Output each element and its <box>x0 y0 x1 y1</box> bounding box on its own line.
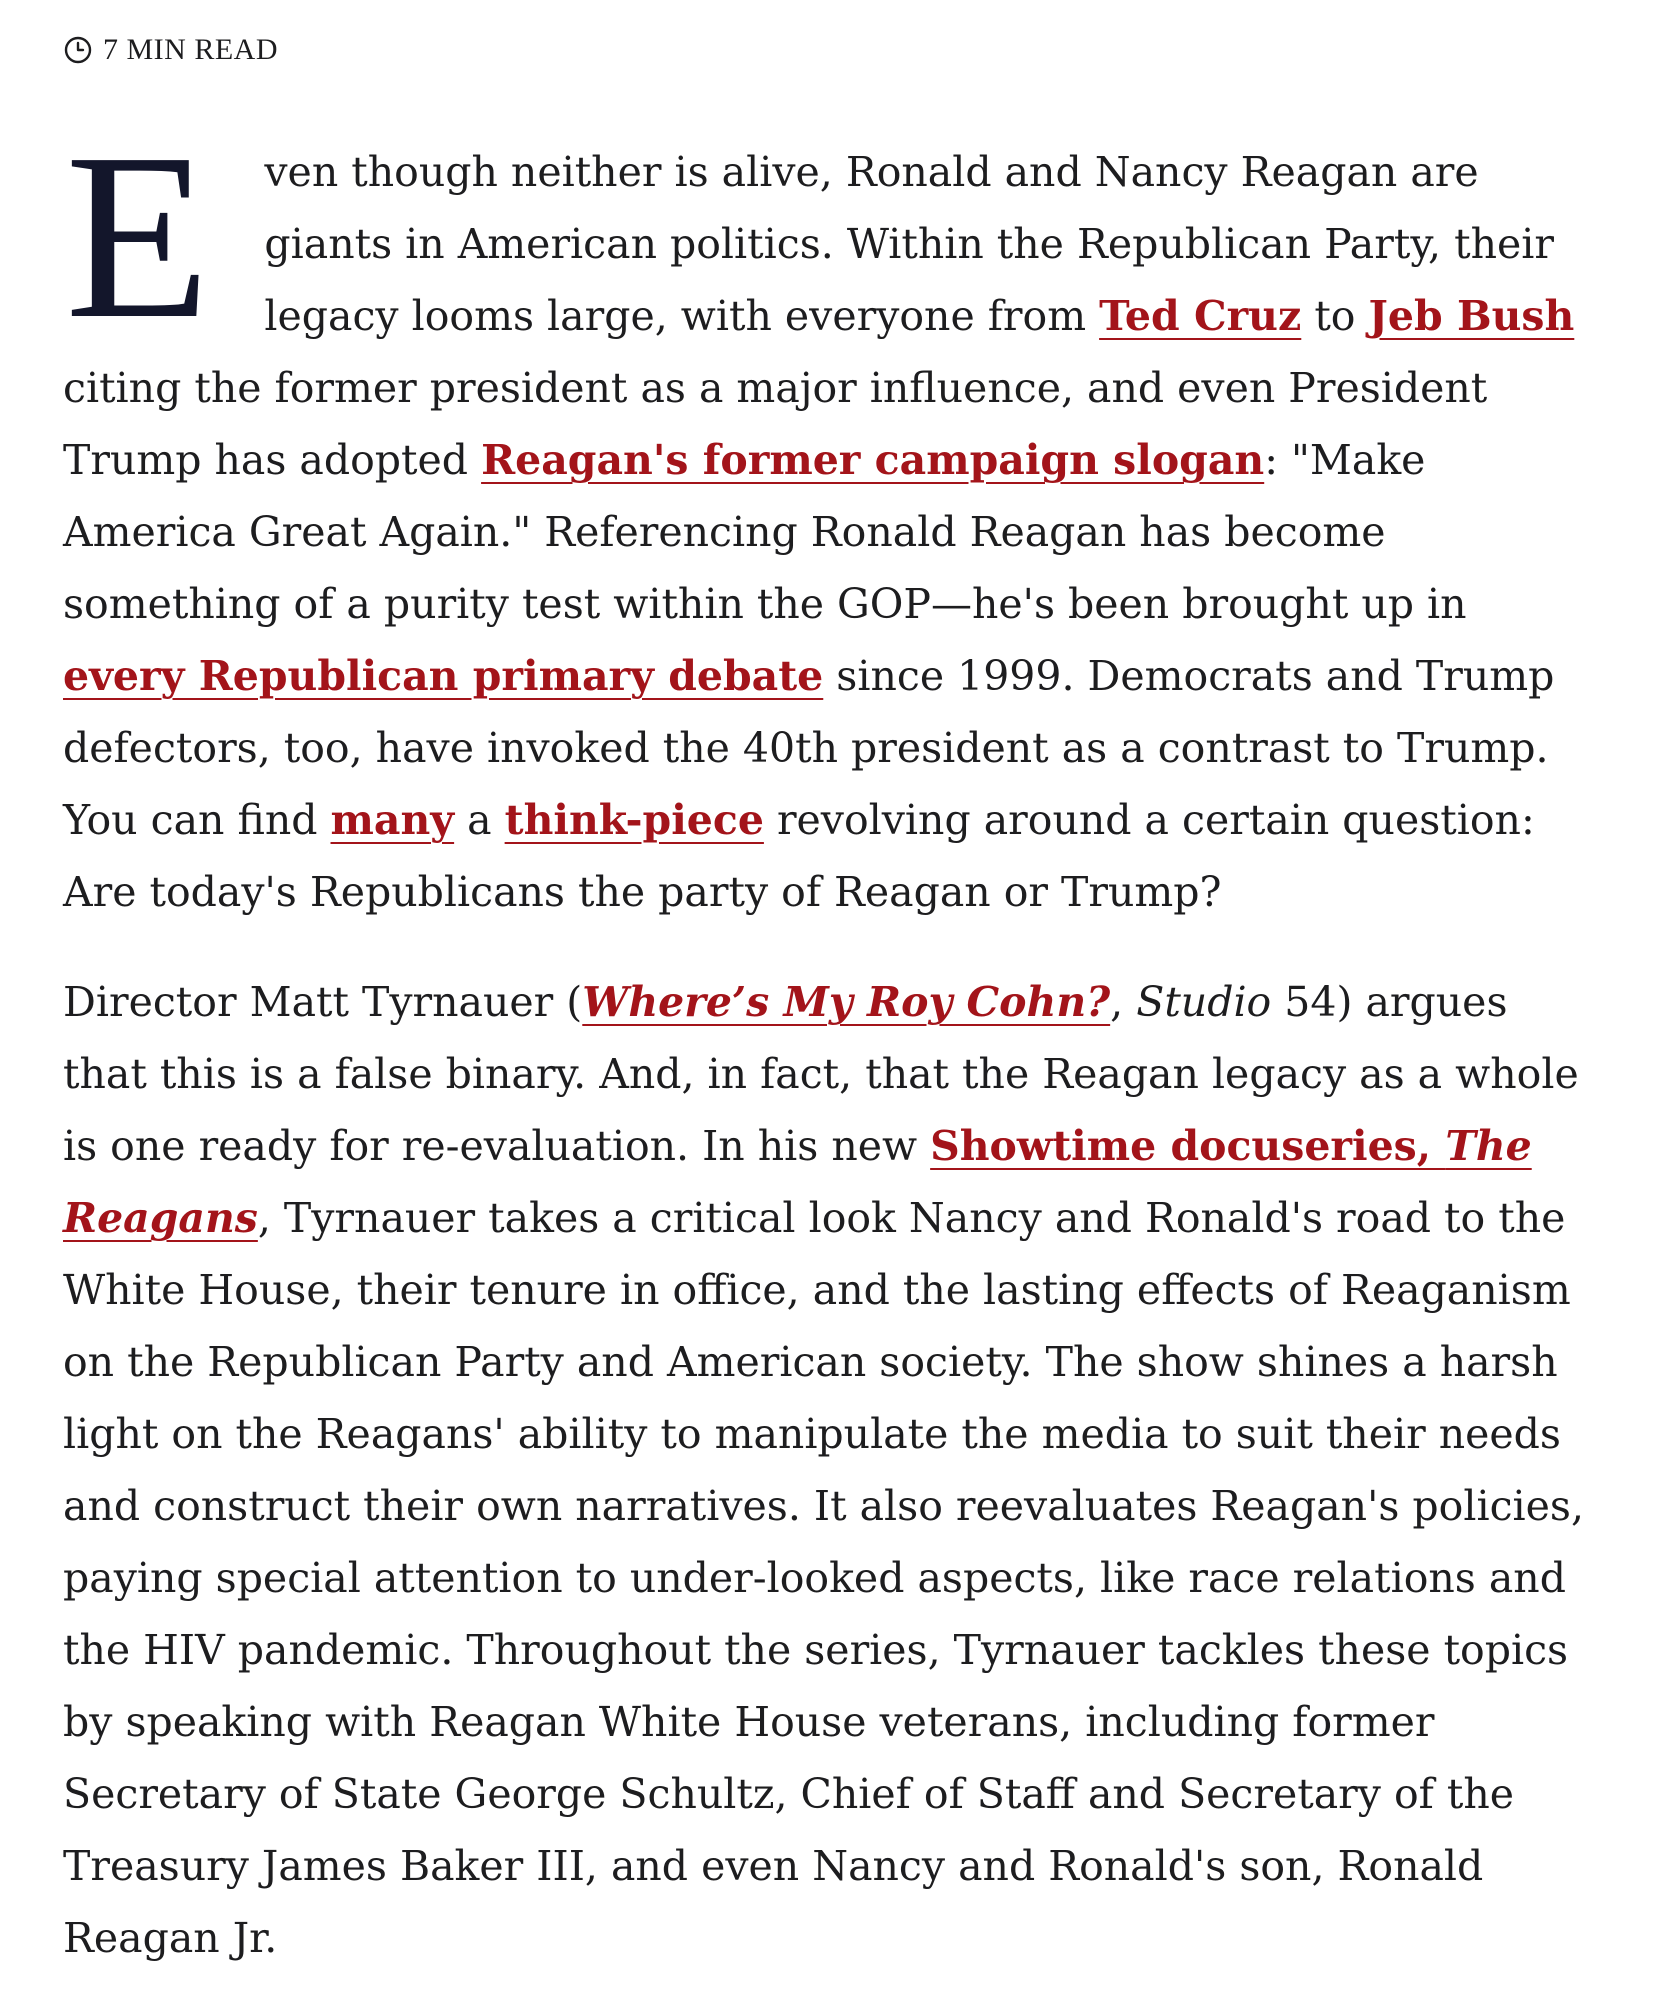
paragraph-1-text-4: : "Make America Great Again." Referencing Ronald Reagan has become something of a purity test within the GOP—he's been brought up in <box>63 436 1467 628</box>
link-ted-cruz[interactable]: Ted Cruz <box>1099 292 1302 340</box>
link-showtime-prefix: Showtime docuseries, <box>930 1122 1446 1170</box>
link-campaign-slogan[interactable]: Reagan's former campaign slogan <box>481 436 1265 484</box>
paragraph-2 <box>63 966 1598 1974</box>
link-primary-debate[interactable]: every Republican primary debate <box>63 652 824 700</box>
paragraph-1-text-5: since 1999. Democrats and Trump defectors, too, have invoked the 40th president as a contrast to Trump. You can find <box>63 652 1555 844</box>
clock-icon <box>63 35 93 65</box>
paragraph-1 <box>63 105 1598 928</box>
link-many[interactable]: many <box>330 796 455 844</box>
studio-title: Studio <box>1136 978 1272 1026</box>
read-time <box>63 28 1598 72</box>
paragraph-2-text-1: Director Matt Tyrnauer ( <box>63 978 583 1026</box>
link-showtime-title: The Reagans <box>63 1122 1532 1242</box>
paragraph-1-text-2: to <box>1301 292 1369 340</box>
paragraph-1-text-3: citing the former president as a major influence, and even President Trump has adopted <box>63 364 1488 484</box>
link-think-piece[interactable]: think-piece <box>504 796 764 844</box>
paragraph-2-text-2: , <box>1110 978 1137 1026</box>
paragraph-2-text-3: 54) argues that this is a false binary. And, in fact, that the Reagan legacy as a whole is one ready for re-evaluation. In his new <box>63 978 1579 1170</box>
paragraph-2-text-4: , Tyrnauer takes a critical look Nancy and Ronald's road to the White House, their tenure in office, and the lasting effects of Reaganism on the Republican Party and American society. The show shines a harsh light on the Reagans' ability to manipulate the media to suit their needs and construct their own narratives. It also reevaluates Reagan's policies, paying special attention to under-looked aspects, like race relations and the HIV pandemic. Throughout the series, Tyrnauer tackles these topics by speaking with Reagan White House veterans, including former Secretary of State George Schultz, Chief of Staff and Secretary of the Treasury James Baker III, and even Nancy and Ronald's son, Ronald Reagan Jr. <box>63 1194 1585 1962</box>
paragraph-1-text-1: ven though neither is alive, Ronald and Nancy Reagan are giants in American politics. Within the Republican Party, their legacy looms large, with everyone from <box>264 148 1554 340</box>
read-time-label: 7 MIN READ <box>103 33 278 66</box>
paragraph-1-text-7: revolving around a certain question: Are today's Republicans the party of Reagan or Trump? <box>63 796 1535 916</box>
link-jeb-bush[interactable]: Jeb Bush <box>1368 292 1575 340</box>
link-roy-cohn[interactable] <box>582 978 1110 1026</box>
article-body <box>63 28 1598 1974</box>
drop-cap: E <box>65 105 211 368</box>
link-roy-cohn-title: Where’s My Roy Cohn? <box>582 978 1111 1026</box>
paragraph-1-text-6: a <box>454 796 505 844</box>
